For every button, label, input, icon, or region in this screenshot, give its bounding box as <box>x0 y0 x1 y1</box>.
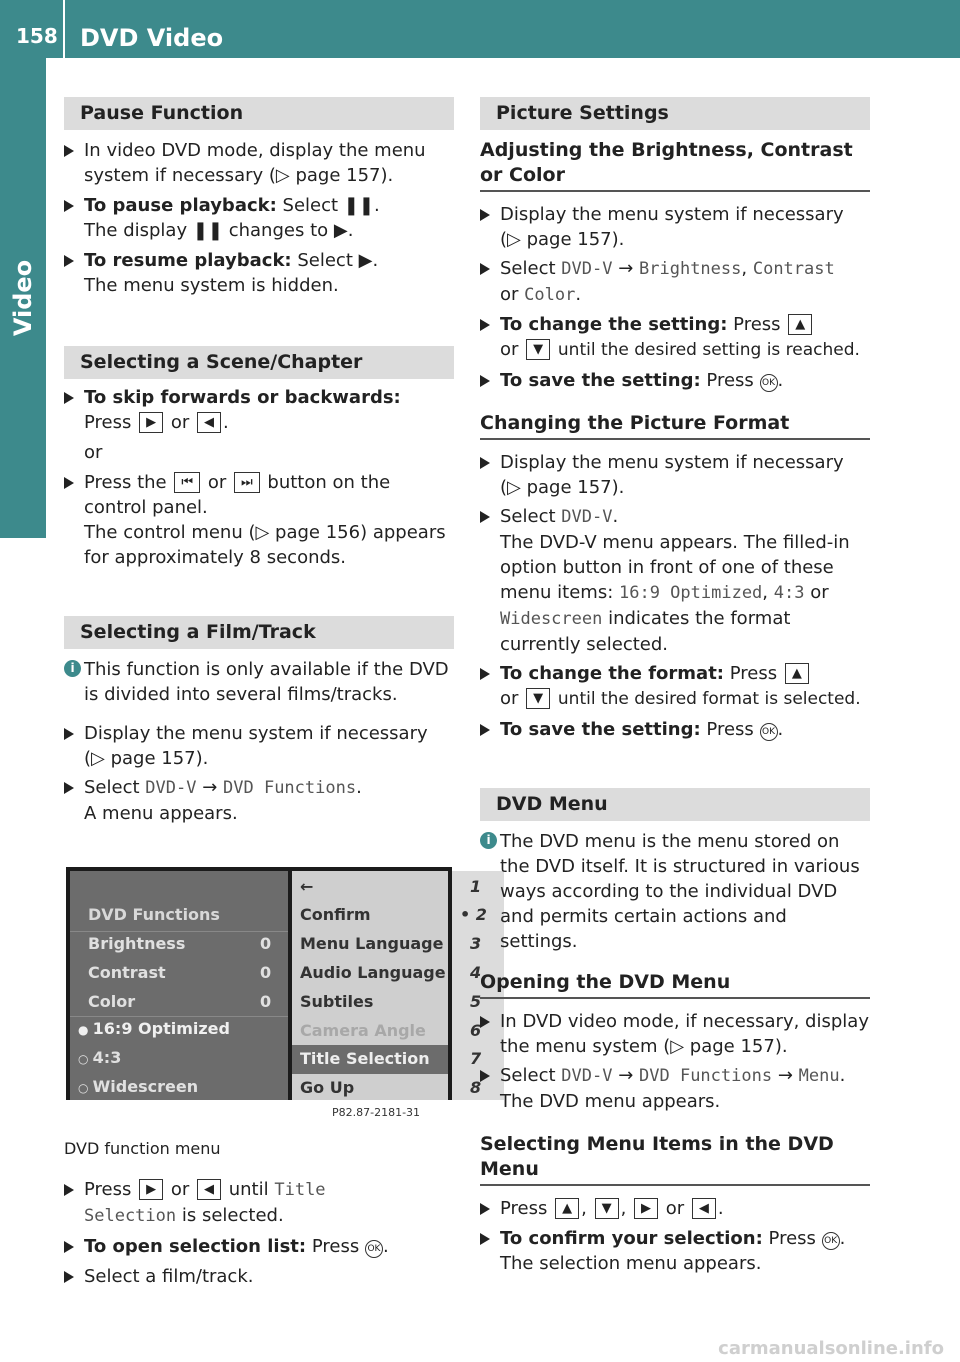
info-note: i The DVD menu is the menu stored on the DVD itself. It is structured in various ways according to the individual DVD and permits certain actions and settings. <box>480 829 870 954</box>
ok-key-icon: OK <box>760 723 778 741</box>
down-key-icon: ▼ <box>595 1198 619 1219</box>
figure-caption: DVD function menu <box>64 1139 221 1158</box>
step-arrow-icon <box>64 477 74 489</box>
step-arrow-icon <box>480 209 490 221</box>
step-arrow-icon <box>480 1070 490 1082</box>
step-arrow-icon <box>480 668 490 680</box>
step-arrow-icon <box>480 1203 490 1215</box>
step-item: To pause playback: Select ❚❚. The display ❚❚ changes to ▶. <box>64 193 454 243</box>
menu-right-panel: 1 • 2 3 4 5 6 7 8 <box>452 871 504 1100</box>
step-arrow-icon <box>64 255 74 267</box>
prev-key-icon: ◀ <box>692 1198 716 1219</box>
menu-middle-panel <box>292 871 448 1100</box>
subheading-selecting-menu-items: Selecting Menu Items in the DVD Menu <box>480 1132 870 1186</box>
ok-key-icon: OK <box>760 374 778 392</box>
step-arrow-icon <box>64 782 74 794</box>
step-item: Select DVD-V → DVD Functions. A menu appears. <box>64 775 454 826</box>
step-arrow-icon <box>64 728 74 740</box>
step-item: To open selection list: Press OK . <box>64 1234 454 1259</box>
up-key-icon: ▲ <box>555 1198 579 1219</box>
step-item: To change the setting: Press ▲ or ▼ until the desired setting is reached. <box>480 312 870 363</box>
step-item: To skip forwards or backwards: Press ▶ or ◀ . <box>64 385 454 435</box>
prev-key-icon: ◀ <box>197 412 221 433</box>
step-arrow-icon <box>480 724 490 736</box>
prev-key-icon: ◀ <box>197 1179 221 1200</box>
dvd-function-menu-screenshot <box>66 867 487 1100</box>
watermark: carmanualsonline.info <box>718 1338 944 1359</box>
step-arrow-icon <box>64 392 74 404</box>
step-arrow-icon <box>480 1016 490 1028</box>
step-item: Display the menu system if necessary (▷ page 157). <box>480 202 870 252</box>
step-item: In video DVD mode, display the menu system if necessary (▷ page 157). <box>64 138 454 188</box>
info-icon: i <box>480 832 497 849</box>
menu-item: Color <box>88 992 136 1011</box>
step-item: Select DVD-V. The DVD-V menu appears. The filled-in option button in front of one of these menu items: 16:9 Optimized, 4:3 or Widescreen indicates the format currently selected. <box>480 504 870 657</box>
menu-item: ○ Widescreen <box>78 1077 199 1096</box>
next-key-icon: ▶ <box>139 1179 163 1200</box>
step-arrow-icon <box>64 145 74 157</box>
skip-forward-key-icon: ⏭ <box>234 472 260 493</box>
step-item: To save the setting: Press OK . <box>480 717 870 742</box>
step-arrow-icon <box>480 457 490 469</box>
section-heading-scene: Selecting a Scene/Chapter <box>64 346 454 379</box>
down-key-icon: ▼ <box>526 339 550 360</box>
page-number: 158 <box>16 24 58 48</box>
info-note: i This function is only available if the DVD is divided into several films/tracks. <box>64 657 454 707</box>
ok-key-icon: OK <box>365 1240 383 1258</box>
section-heading-film: Selecting a Film/Track <box>64 616 454 649</box>
menu-value: 0 <box>260 934 272 953</box>
step-item: To resume playback: Select ▶. The menu system is hidden. <box>64 248 454 298</box>
step-item: Display the menu system if necessary (▷ page 157). <box>480 450 870 500</box>
side-tab <box>0 58 46 538</box>
menu-value: 0 <box>260 963 272 982</box>
side-tab-label: Video <box>9 259 38 337</box>
info-icon: i <box>64 660 81 677</box>
chapter-title: DVD Video <box>80 24 224 52</box>
menu-item: Go Up <box>300 1078 355 1097</box>
subheading-picture-format: Changing the Picture Format <box>480 411 870 440</box>
left-column-bottom <box>64 1136 454 1289</box>
step-item: Select DVD-V → DVD Functions → Menu. The DVD menu appears. <box>480 1063 870 1114</box>
menu-item: Confirm <box>300 905 371 924</box>
step-arrow-icon <box>64 1184 74 1196</box>
header-divider <box>63 0 65 58</box>
next-key-icon: ▶ <box>634 1198 658 1219</box>
menu-item: Menu Language <box>300 934 444 953</box>
step-arrow-icon <box>64 1271 74 1283</box>
menu-item: Subtiles <box>300 992 374 1011</box>
step-arrow-icon <box>480 263 490 275</box>
step-item: To save the setting: Press OK . <box>480 368 870 393</box>
step-item: Press ▶ or ◀ until Title Selection is selected. <box>64 1177 454 1229</box>
menu-item: DVD Functions <box>88 905 220 924</box>
step-arrow-icon <box>480 319 490 331</box>
step-item: Press ▲ , ▼ , ▶ or ◀ . <box>480 1196 870 1221</box>
menu-item: Brightness <box>88 934 186 953</box>
step-item: Press the ⏮ or ⏭ button on the control panel. The control menu (▷ page 156) appears for approximately 8 seconds. <box>64 470 454 570</box>
menu-left-panel <box>70 871 288 1100</box>
step-arrow-icon <box>64 200 74 212</box>
footer <box>0 1322 960 1362</box>
menu-item: Audio Language <box>300 963 446 982</box>
step-item: Select a film/track. <box>64 1264 454 1289</box>
step-arrow-icon <box>480 511 490 523</box>
section-heading-pause: Pause Function <box>64 97 454 130</box>
menu-item: Title Selection <box>300 1049 430 1068</box>
menu-value: 0 <box>260 992 272 1011</box>
figure-code: P82.87-2181-31 <box>332 1106 421 1119</box>
subheading-brightness: Adjusting the Brightness, Contrast or Color <box>480 138 870 192</box>
skip-back-key-icon: ⏮ <box>174 472 200 493</box>
right-column <box>480 97 870 1276</box>
step-arrow-icon <box>480 1233 490 1245</box>
back-arrow-icon: ← <box>300 877 314 896</box>
step-item: Select DVD-V → Brightness, Contrast or Color. <box>480 256 870 308</box>
up-key-icon: ▲ <box>788 314 812 335</box>
section-heading-picture: Picture Settings <box>480 97 870 130</box>
menu-item: Contrast <box>88 963 166 982</box>
top-bar <box>0 0 960 58</box>
menu-item: ○ 4:3 <box>78 1048 122 1067</box>
step-item: Display the menu system if necessary (▷ page 157). <box>64 721 454 771</box>
ok-key-icon: OK <box>822 1232 840 1250</box>
menu-item: ● 16:9 Optimized <box>78 1019 230 1038</box>
step-arrow-icon <box>480 375 490 387</box>
left-column <box>64 97 454 826</box>
section-heading-dvd-menu: DVD Menu <box>480 788 870 821</box>
menu-item: Camera Angle <box>300 1021 426 1040</box>
down-key-icon: ▼ <box>526 688 550 709</box>
step-item: In DVD video mode, if necessary, display the menu system (▷ page 157). <box>480 1009 870 1059</box>
step-arrow-icon <box>64 1241 74 1253</box>
step-item: To confirm your selection: Press OK . The selection menu appears. <box>480 1226 870 1276</box>
or-text: or <box>84 442 103 463</box>
up-key-icon: ▲ <box>785 663 809 684</box>
next-key-icon: ▶ <box>139 412 163 433</box>
subheading-opening-dvd-menu: Opening the DVD Menu <box>480 970 870 999</box>
step-item: To change the format: Press ▲ or ▼ until the desired format is selected. <box>480 661 870 712</box>
